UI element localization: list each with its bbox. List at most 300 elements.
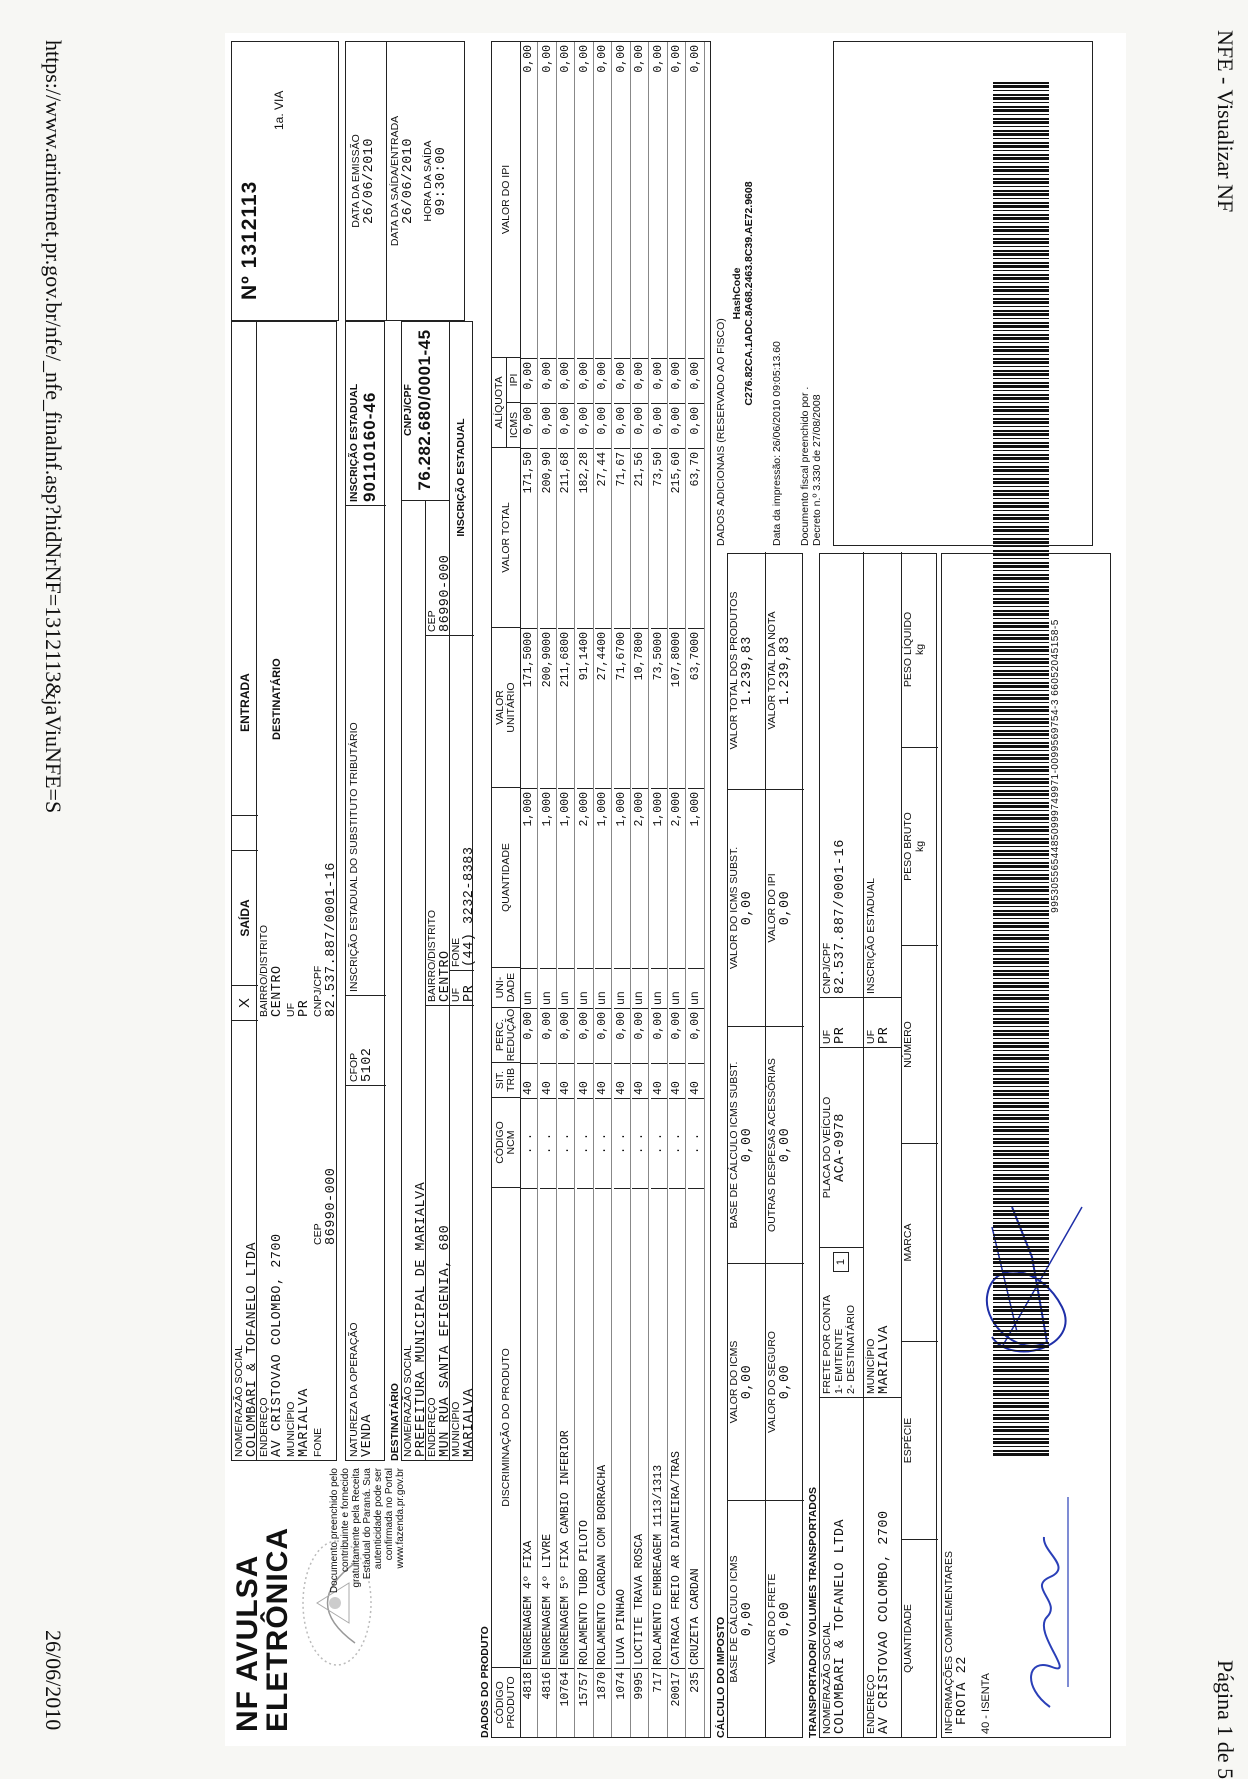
barcode-bar xyxy=(993,318,1049,319)
barcode-bar xyxy=(993,697,1049,700)
emitente-bairro: CENTRO xyxy=(270,965,285,1017)
barcode-bar xyxy=(993,1405,1049,1408)
barcode-bar xyxy=(993,841,1049,844)
cell-ncm: . . xyxy=(614,1098,630,1188)
barcode-bar xyxy=(993,985,1049,988)
barcode-bar xyxy=(993,802,1049,804)
cell-quantidade: 1,000 xyxy=(614,788,630,968)
cell-valor-total: 73,50 xyxy=(651,448,667,628)
barcode-bar xyxy=(993,1285,1049,1288)
barcode-bar xyxy=(993,1189,1049,1192)
barcode-bar xyxy=(993,433,1049,436)
cell-perc: 0,00 xyxy=(651,1008,667,1063)
barcode-bar xyxy=(993,874,1049,876)
barcode-bar xyxy=(993,169,1049,172)
barcode-bar xyxy=(993,474,1049,475)
barcode-bar xyxy=(993,997,1049,1000)
barcode-bar xyxy=(993,370,1049,372)
destinatario-label: DESTINATÁRIO xyxy=(271,658,283,740)
barcode-bar xyxy=(993,1002,1049,1003)
barcode-bar xyxy=(993,910,1049,912)
cell-sit: 40 xyxy=(614,1063,630,1098)
barcode-bar xyxy=(993,277,1049,280)
barcode-bar xyxy=(993,1045,1049,1048)
barcode-bar xyxy=(993,1218,1049,1219)
barcode-bar xyxy=(993,1414,1049,1416)
destinatario-block: NOME/RAZÃO SOCIAL PREFEITURA MUNICIPAL DE MARIALVA CNPJ/CPF 76.282.680/0001-45 ENDEREÇO MUN RUA SANTA EFIGENIA, 680 BAIRRO/DISTRITO CENTRO CEP 86990-000 MUNICÍPIO MARIALVA UF PR FONE (44) 3232-8383 INSCRIÇÃO ESTADUAL xyxy=(401,321,473,1461)
barcode-bar xyxy=(993,198,1049,199)
cell-unidade: un xyxy=(540,968,556,1008)
barcode-bar xyxy=(993,202,1049,204)
barcode-bar xyxy=(993,829,1049,832)
destinatario-municipio: MARIALVA xyxy=(462,1388,477,1457)
destinatario-endereco: MUN RUA SANTA EFIGENIA, 680 xyxy=(438,1224,453,1457)
barcode-bar xyxy=(993,510,1049,511)
cell-codigo: 10764 xyxy=(558,1668,574,1738)
barcode-bar xyxy=(993,1126,1049,1128)
barcode-bar xyxy=(993,1258,1049,1260)
bc-icms-st: 0,00 xyxy=(740,1127,755,1163)
table-row xyxy=(614,41,631,1738)
cell-valor-total: 215,60 xyxy=(669,448,685,628)
barcode-bar xyxy=(993,790,1049,792)
barcode-bar xyxy=(993,934,1049,936)
barcode-bar xyxy=(993,1081,1049,1084)
barcode-bar xyxy=(993,1393,1049,1396)
barcode-bar xyxy=(993,709,1049,712)
barcode-bar xyxy=(993,858,1049,859)
cell-sit: 40 xyxy=(688,1063,704,1098)
barcode-bar xyxy=(993,349,1049,352)
barcode-bar xyxy=(993,826,1049,828)
cell-quantidade: 1,000 xyxy=(521,788,537,968)
emitente-block: NOME/RAZÃO SOCIAL COLOMBARI & TOFANELO LTDA X SAÍDA ENTRADA ENDEREÇO AV CRISTOVAO COLOMBO, 2700 BAIRRO/DISTRITO CENTRO MUNICÍPIO MARIALVA UF PR FONE CEP 86990-000 CNPJ/CPF 82.537.887/0001-16 DESTINATÁRIO xyxy=(231,321,339,1461)
barcode-bar xyxy=(993,1261,1049,1264)
barcode-bar xyxy=(993,1186,1049,1188)
transportador-title: TRANSPORTADOR/ VOLUMES TRANSPORTADOS xyxy=(807,1486,819,1738)
outras-despesas: 0,00 xyxy=(778,1127,793,1163)
barcode-bar xyxy=(993,682,1049,684)
barcode-bar xyxy=(993,286,1049,288)
table-row xyxy=(540,41,557,1738)
barcode-bar xyxy=(993,426,1049,427)
cell-descricao: ROLAMENTO TUBO PILOTO xyxy=(577,1188,593,1668)
barcode-bar xyxy=(993,1441,1049,1444)
barcode-bar xyxy=(993,786,1049,787)
barcode-bar xyxy=(993,1062,1049,1063)
barcode-bar xyxy=(993,630,1049,631)
barcode-bar xyxy=(993,1362,1049,1363)
barcode-bar xyxy=(993,1390,1049,1392)
table-row xyxy=(632,41,649,1738)
barcode-bar xyxy=(993,126,1049,127)
barcode-bar xyxy=(993,373,1049,376)
cell-ncm: . . xyxy=(558,1098,574,1188)
barcode-bar xyxy=(993,990,1049,991)
barcode-bar xyxy=(993,1054,1049,1056)
barcode-bar xyxy=(993,834,1049,835)
barcode-bar xyxy=(993,1453,1049,1456)
barcode-bar xyxy=(993,445,1049,448)
cell-ipi: 0,00 xyxy=(688,358,704,403)
cell-valor-ipi: 0,00 xyxy=(577,41,593,358)
barcode-bar xyxy=(993,502,1049,504)
imposto-title: CÁLCULO DO IMPOSTO xyxy=(715,1616,727,1738)
barcode-bar xyxy=(993,678,1049,679)
barcode-bar xyxy=(993,109,1049,112)
barcode-bar xyxy=(993,186,1049,187)
barcode-bar xyxy=(993,1086,1049,1087)
barcode-bar xyxy=(993,358,1049,360)
barcode-bar xyxy=(993,385,1049,388)
barcode-bar xyxy=(993,1174,1049,1176)
cell-icms: 0,00 xyxy=(632,403,648,448)
barcode-bar xyxy=(993,970,1049,972)
barcode-bar xyxy=(993,1426,1049,1428)
barcode-bar xyxy=(993,862,1049,864)
cell-descricao: ENGRENAGEM 4º FIXA xyxy=(521,1188,537,1668)
barcode-bar xyxy=(993,102,1049,103)
barcode-bar xyxy=(993,133,1049,136)
table-row xyxy=(688,41,705,1738)
cell-ipi: 0,00 xyxy=(669,358,685,403)
barcode-bar xyxy=(993,718,1049,720)
data-impressao: Data da impressão: 26/06/2010 09:05:13.60 xyxy=(771,341,783,546)
barcode-bar xyxy=(993,1042,1049,1044)
barcode-bar xyxy=(993,210,1049,211)
barcode-bar xyxy=(993,289,1049,292)
barcode-bar xyxy=(993,1342,1049,1344)
print-date: 26/06/2010 xyxy=(41,1630,66,1731)
cell-valor-ipi: 0,00 xyxy=(632,41,648,358)
barcode-bar xyxy=(993,726,1049,727)
barcode-bar xyxy=(993,582,1049,583)
barcode-bar xyxy=(993,1122,1049,1123)
barcode-bar xyxy=(993,994,1049,996)
barcode-bar xyxy=(993,450,1049,451)
barcode-bar xyxy=(993,306,1049,307)
barcode-bar xyxy=(993,690,1049,691)
numero-block xyxy=(231,41,339,321)
barcode-bar xyxy=(993,222,1049,223)
cell-ncm: . . xyxy=(688,1098,704,1188)
cfop: 5102 xyxy=(360,1047,375,1082)
barcode-bar xyxy=(993,1066,1049,1068)
barcode-bar xyxy=(993,738,1049,739)
valor-frete: 0,00 xyxy=(778,1601,793,1637)
barcode-bar xyxy=(993,1333,1049,1336)
barcode-bar xyxy=(993,937,1049,940)
barcode-bar xyxy=(993,1450,1049,1452)
cell-valor-total: 21,56 xyxy=(632,448,648,628)
natureza-operacao: VENDA xyxy=(360,1413,375,1457)
barcode-bar xyxy=(993,913,1049,916)
emitente-cep: 86990-000 xyxy=(324,1167,339,1245)
cell-descricao: CATRACA FREIO AR DIANTEIRA/TRAS xyxy=(669,1188,685,1668)
logo-area xyxy=(231,1466,406,1738)
page-number: Página 1 de 5 xyxy=(1213,1660,1238,1779)
barcode-bar xyxy=(993,178,1049,180)
barcode-bar xyxy=(993,493,1049,496)
cell-icms: 0,00 xyxy=(595,403,611,448)
barcode-bar xyxy=(993,942,1049,943)
barcode-bar xyxy=(993,1150,1049,1152)
cell-sit: 40 xyxy=(540,1063,556,1098)
cell-descricao: LOCTITE TRAVA ROSCA xyxy=(632,1188,648,1668)
barcode-bar xyxy=(993,706,1049,708)
barcode-bar xyxy=(993,498,1049,499)
cell-codigo: 717 xyxy=(651,1668,667,1738)
produtos-table xyxy=(521,41,706,1738)
barcode-bar xyxy=(993,1266,1049,1267)
cell-ncm: . . xyxy=(651,1098,667,1188)
barcode-bar xyxy=(993,1422,1049,1423)
cell-ncm: . . xyxy=(521,1098,537,1188)
cell-ncm: . . xyxy=(577,1098,593,1188)
barcode-bar xyxy=(993,1302,1049,1303)
barcode-bar xyxy=(993,961,1049,964)
barcode-bar xyxy=(993,1090,1049,1092)
barcode-bar xyxy=(993,1014,1049,1015)
barcode-bar xyxy=(993,430,1049,432)
barcode-bar xyxy=(993,1314,1049,1315)
cell-ipi: 0,00 xyxy=(558,358,574,403)
barcode-bar xyxy=(993,870,1049,871)
barcode-bar xyxy=(993,586,1049,588)
barcode-bar xyxy=(993,1273,1049,1276)
barcode-bar xyxy=(993,649,1049,652)
barcode-bar xyxy=(993,805,1049,808)
barcode-bar xyxy=(993,1098,1049,1099)
transportador-block: NOME/RAZÃO SOCIAL COLOMBARI & TOFANELO LTDA FRETE POR CONTA 1- EMITENTE 2- DESTINATÁRIO 1 PLACA DO VEÍCULO ACA-0978 UF PR CNPJ/CPF 82.537.887/0001-16 ENDEREÇO AV CRISTOVAO COLOMBO, 2700 MUNICÍPIO MARIALVA UF PR INSCRIÇÃO ESTADUAL QUANTIDADE ESPÉCIE MARCA NÚMERO PESO BRUTO kg PESO LÍQUIDO kg xyxy=(819,553,937,1738)
produtos-title: DADOS DO PRODUTO xyxy=(479,1626,491,1738)
total-nota: 1.239,83 xyxy=(778,636,793,705)
cell-perc: 0,00 xyxy=(577,1008,593,1063)
barcode-bar xyxy=(993,250,1049,252)
barcode-bar xyxy=(993,850,1049,852)
barcode-bar xyxy=(993,130,1049,132)
cell-ncm: . . xyxy=(595,1098,611,1188)
barcode-bar xyxy=(993,918,1049,919)
barcode-bar xyxy=(993,1129,1049,1132)
imposto-block: BASE DE CÁLCULO ICMS 0,00 VALOR DO ICMS 0,00 BASE DE CÁLCULO ICMS SUBST. 0,00 VALOR DO ICMS SUBST. 0,00 VALOR TOTAL DOS PRODUTOS 1.239,83 VALOR DO FRETE 0,00 VALOR DO SEGURO 0,00 OUTRAS DESPESAS ACESSÓRIAS 0,00 VALOR DO IPI 0,00 VALOR TOTAL DA NOTA 1.239,83 xyxy=(727,553,803,1738)
barcode-bar xyxy=(993,670,1049,672)
cell-icms: 0,00 xyxy=(651,403,667,448)
barcode-bar xyxy=(993,402,1049,403)
cell-valor-ipi: 0,00 xyxy=(669,41,685,358)
transportador-uf: PR xyxy=(877,1026,892,1044)
barcode-bar xyxy=(993,1338,1049,1339)
barcode-bar xyxy=(993,442,1049,444)
cell-unidade: un xyxy=(651,968,667,1008)
cell-quantidade: 2,000 xyxy=(669,788,685,968)
nf-title: NF AVULSA ELETRÔNICA xyxy=(231,1527,294,1732)
emitente-nome: COLOMBARI & TOFANELO LTDA xyxy=(245,1241,260,1457)
cell-perc: 0,00 xyxy=(558,1008,574,1063)
barcode-bar xyxy=(993,1326,1049,1327)
cell-codigo: 4816 xyxy=(540,1668,556,1738)
barcode-bar xyxy=(993,466,1049,468)
valor-icms-st: 0,00 xyxy=(740,890,755,926)
barcode-bar xyxy=(993,754,1049,756)
cell-valor-ipi: 0,00 xyxy=(651,41,667,358)
barcode-bar xyxy=(993,322,1049,324)
cell-valor-unit: 73,5000 xyxy=(651,628,667,788)
barcode-bar xyxy=(993,1078,1049,1080)
barcode-bar xyxy=(993,598,1049,600)
barcode-bar xyxy=(993,658,1049,660)
barcode-bar xyxy=(993,1210,1049,1212)
cell-valor-total: 211,68 xyxy=(558,448,574,628)
barcode-bar xyxy=(993,94,1049,96)
cell-unidade: un xyxy=(521,968,537,1008)
cell-ipi: 0,00 xyxy=(651,358,667,403)
barcode-bar xyxy=(993,730,1049,732)
barcode-bar xyxy=(993,1438,1049,1440)
cell-ncm: . . xyxy=(669,1098,685,1188)
cell-valor-total: 171,50 xyxy=(521,448,537,628)
barcode-bar xyxy=(993,1242,1049,1243)
barcode-bar xyxy=(993,1254,1049,1255)
destinatario-cep: 86990-000 xyxy=(438,554,453,632)
barcode-bar xyxy=(993,906,1049,907)
cell-perc: 0,00 xyxy=(632,1008,648,1063)
barcode-bar xyxy=(993,1446,1049,1447)
barcode-bar xyxy=(993,1282,1049,1284)
placa-veiculo: ACA-0978 xyxy=(833,1113,848,1182)
barcode-bar xyxy=(993,1074,1049,1075)
cell-codigo: 235 xyxy=(688,1668,704,1738)
barcode-bar xyxy=(993,882,1049,883)
barcode-bar xyxy=(993,601,1049,604)
barcode-bar xyxy=(993,262,1049,264)
barcode-bar xyxy=(993,1278,1049,1279)
emitente-ie: 90110160-46 xyxy=(360,391,379,502)
emitente-municipio: MARIALVA xyxy=(297,1388,312,1457)
cell-perc: 0,00 xyxy=(521,1008,537,1063)
barcode-bar xyxy=(993,154,1049,156)
barcode-bar xyxy=(993,1201,1049,1204)
barcode-bar xyxy=(993,438,1049,439)
cell-codigo: 1074 xyxy=(614,1668,630,1738)
barcode-bar xyxy=(993,162,1049,163)
cell-icms: 0,00 xyxy=(521,403,537,448)
barcode-bar xyxy=(993,294,1049,295)
barcode-bar xyxy=(993,766,1049,768)
barcode-bar xyxy=(993,1402,1049,1404)
barcode-bar xyxy=(993,798,1049,799)
cell-quantidade: 1,000 xyxy=(688,788,704,968)
barcode-bar xyxy=(993,1354,1049,1356)
barcode-bar xyxy=(993,325,1049,328)
barcode-bar xyxy=(993,90,1049,91)
cell-ipi: 0,00 xyxy=(540,358,556,403)
destinatario-cnpj: 76.282.680/0001-45 xyxy=(415,329,434,491)
barcode-bar xyxy=(993,1194,1049,1195)
barcode-bar xyxy=(993,1330,1049,1332)
barcode-bar xyxy=(993,1038,1049,1039)
barcode-bar xyxy=(993,1069,1049,1072)
cell-unidade: un xyxy=(577,968,593,1008)
barcode-bar xyxy=(993,886,1049,888)
cell-valor-unit: 200,9000 xyxy=(540,628,556,788)
cell-unidade: un xyxy=(595,968,611,1008)
barcode-bar xyxy=(993,625,1049,628)
cell-descricao: ENGRENAGEM 4º LIVRE xyxy=(540,1188,556,1668)
barcode-bar xyxy=(993,145,1049,148)
bc-icms: 0,00 xyxy=(740,1601,755,1637)
barcode-bar xyxy=(993,114,1049,115)
barcode-bar xyxy=(993,966,1049,967)
barcode-bar xyxy=(993,762,1049,763)
cell-quantidade: 2,000 xyxy=(577,788,593,968)
barcode-bar xyxy=(993,894,1049,895)
barcode-bar xyxy=(993,457,1049,460)
barcode-bar xyxy=(993,406,1049,408)
barcode-bar xyxy=(993,978,1049,979)
cell-perc: 0,00 xyxy=(540,1008,556,1063)
barcode-bar xyxy=(993,1117,1049,1120)
barcode-bar xyxy=(993,1057,1049,1060)
cell-ncm: . . xyxy=(632,1098,648,1188)
cell-quantidade: 1,000 xyxy=(651,788,667,968)
barcode-bar xyxy=(993,85,1049,88)
cell-valor-total: 182,28 xyxy=(577,448,593,628)
barcode-bar xyxy=(993,118,1049,120)
barcode-bar xyxy=(993,1398,1049,1399)
barcode-bar xyxy=(993,642,1049,643)
barcode-bar xyxy=(993,486,1049,487)
saida-label: SAÍDA xyxy=(232,850,258,985)
barcode-bar xyxy=(993,1386,1049,1387)
cell-icms: 0,00 xyxy=(669,403,685,448)
page-url: https://www.arinternet.pr.gov.br/nfe/_nfe_finalnf.asp?hidNrNF=1312113&jaViuNFE=S xyxy=(41,40,66,814)
barcode-bar xyxy=(993,1378,1049,1380)
barcode-bar xyxy=(993,774,1049,775)
barcode-bar xyxy=(993,330,1049,331)
barcode-bar xyxy=(993,570,1049,571)
barcode-bar xyxy=(993,1110,1049,1111)
cell-quantidade: 1,000 xyxy=(540,788,556,968)
barcode-bar xyxy=(993,490,1049,492)
barcode-bar xyxy=(993,181,1049,184)
barcode-bar xyxy=(993,142,1049,144)
cell-ipi: 0,00 xyxy=(595,358,611,403)
informacoes-complementares: INFORMAÇÕES COMPLEMENTARES FROTA 22 40 - ISENTA xyxy=(941,553,1111,1738)
barcode-bar xyxy=(993,1309,1049,1312)
frete-por-conta-value: 1 xyxy=(833,1252,849,1272)
barcode-bar xyxy=(993,354,1049,355)
barcode-bar xyxy=(993,246,1049,247)
barcode-number: 99530556544850999749971-0099569754-3 66052045158-5 xyxy=(1050,619,1061,913)
produtos-header: CÓDIGO PRODUTO DISCRIMINAÇÃO DO PRODUTO CÓDIGO NCM SIT. TRIB PERC. REDUÇÃO UNI- DADE QUANTIDADE VALOR UNITÁRIO VALOR TOTAL ALÍQUOTA ICMS IPI VALOR DO IPI xyxy=(491,41,521,1738)
authenticity-note: Documento preenchido pelo contribuinte e fornecido gratuitamente pela Receita Estadual do Paraná. Sua autenticidade pode ser confirmada no Portal www.fazenda.pr.gov.br xyxy=(329,1468,406,1594)
cell-icms: 0,00 xyxy=(614,403,630,448)
barcode-bar xyxy=(993,1366,1049,1368)
barcode-bar xyxy=(993,481,1049,484)
cell-unidade: un xyxy=(669,968,685,1008)
destinatario-bairro: CENTRO xyxy=(438,950,453,1002)
barcode-bar xyxy=(993,234,1049,235)
barcode-bar xyxy=(993,1206,1049,1207)
cell-ncm: . . xyxy=(540,1098,556,1188)
barcode-bar xyxy=(993,757,1049,760)
barcode-bar xyxy=(993,877,1049,880)
cell-valor-ipi: 0,00 xyxy=(558,41,574,358)
cell-codigo: 9995 xyxy=(632,1668,648,1738)
barcode-bar xyxy=(993,298,1049,300)
barcode-bar xyxy=(993,553,1049,556)
